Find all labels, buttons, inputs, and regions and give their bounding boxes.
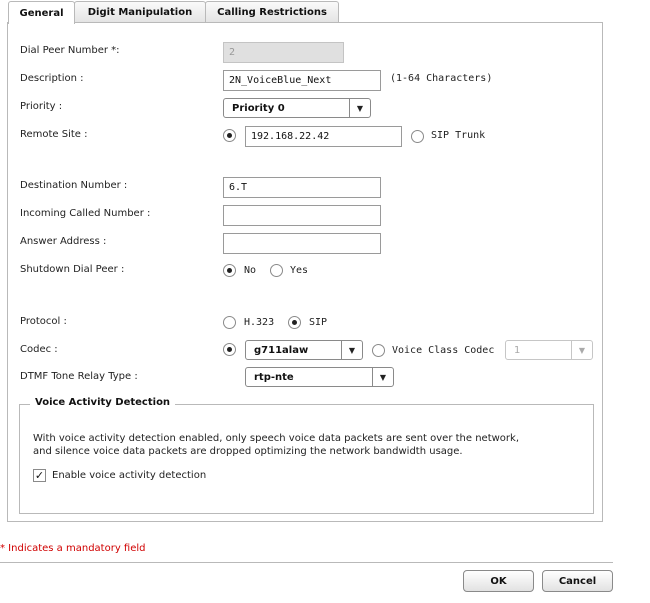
vad-fieldset (19, 404, 594, 514)
chevron-down-icon: ▼ (341, 341, 362, 359)
tab-calling-restrictions[interactable]: Calling Restrictions (205, 1, 339, 22)
voice-class-codec-select (505, 340, 593, 360)
answer-address-label: Answer Address : (20, 236, 107, 247)
priority-select[interactable] (223, 98, 371, 118)
dtmf-relay-label: DTMF Tone Relay Type : (20, 371, 138, 382)
dial-peer-number-field: 2 (223, 42, 344, 63)
incoming-called-number-field[interactable] (223, 205, 381, 226)
chevron-down-icon: ▼ (372, 368, 393, 386)
shutdown-no-label: No (244, 265, 257, 276)
chevron-down-icon: ▼ (571, 341, 592, 359)
destination-number-field[interactable]: 6.T (223, 177, 381, 198)
tab-digit-manipulation[interactable]: Digit Manipulation (74, 1, 206, 22)
dtmf-relay-select[interactable] (245, 367, 394, 387)
codec-select[interactable] (245, 340, 363, 360)
vad-enable-label: Enable voice activity detection (52, 470, 207, 481)
sip-trunk-label: SIP Trunk (431, 130, 486, 141)
incoming-called-number-label: Incoming Called Number : (20, 208, 151, 219)
remote-site-ip-radio[interactable] (223, 129, 236, 142)
ok-button[interactable]: OK (463, 570, 534, 592)
destination-number-label: Destination Number : (20, 180, 128, 191)
description-hint: (1-64 Characters) (390, 73, 493, 84)
chevron-down-icon: ▼ (349, 99, 370, 117)
vad-enable-checkbox[interactable]: ✓ (34, 469, 45, 482)
shutdown-dial-peer-label: Shutdown Dial Peer : (20, 264, 125, 275)
mandatory-note: * Indicates a mandatory field (0, 543, 146, 554)
codec-select-value: g711alaw (254, 344, 309, 356)
voice-class-codec-value: 1 (514, 344, 521, 356)
protocol-sip-label: SIP (309, 317, 328, 328)
vad-description-line2: and silence voice data packets are dropped optimizing the network bandwidth usage. (33, 446, 463, 457)
voice-class-codec-label: Voice Class Codec (392, 345, 495, 356)
shutdown-no-radio[interactable] (223, 264, 236, 277)
voice-class-codec-radio[interactable] (372, 344, 385, 357)
protocol-label: Protocol : (20, 316, 67, 327)
description-field[interactable]: 2N_VoiceBlue_Next (223, 70, 381, 91)
shutdown-yes-label: Yes (290, 265, 309, 276)
cancel-button[interactable]: Cancel (542, 570, 613, 592)
description-label: Description : (20, 73, 84, 84)
dtmf-relay-value: rtp-nte (254, 371, 294, 383)
protocol-h323-radio[interactable] (223, 316, 236, 329)
codec-radio[interactable] (223, 343, 236, 356)
vad-legend: Voice Activity Detection (30, 397, 175, 408)
remote-site-label: Remote Site : (20, 129, 88, 140)
protocol-h323-label: H.323 (244, 317, 275, 328)
answer-address-field[interactable] (223, 233, 381, 254)
protocol-sip-radio[interactable] (288, 316, 301, 329)
priority-select-value: Priority 0 (232, 102, 285, 114)
sip-trunk-radio[interactable] (411, 130, 424, 143)
remote-site-ip-field[interactable]: 192.168.22.42 (245, 126, 402, 147)
priority-label: Priority : (20, 101, 63, 112)
footer-divider (0, 562, 613, 563)
vad-description-line1: With voice activity detection enabled, only speech voice data packets are sent over the network, (33, 433, 520, 444)
tab-general[interactable]: General (8, 1, 75, 24)
shutdown-yes-radio[interactable] (270, 264, 283, 277)
dial-peer-number-label: Dial Peer Number *: (20, 45, 120, 56)
codec-label: Codec : (20, 344, 58, 355)
